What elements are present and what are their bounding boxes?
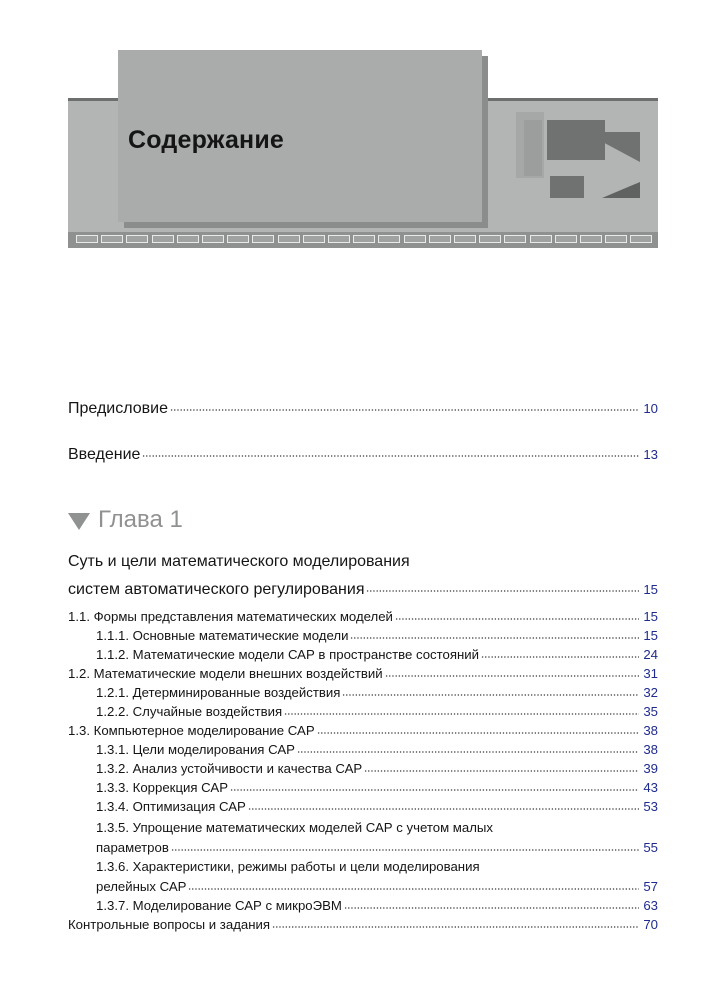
toc-entry-label: параметров <box>96 840 169 856</box>
toc-entry[interactable] <box>96 798 658 814</box>
banner-dash <box>177 235 199 243</box>
toc-entry[interactable] <box>96 684 658 700</box>
banner-dash <box>76 235 98 243</box>
page-title: Содержание <box>128 126 285 154</box>
toc-entry-label: 1.1. Формы представления математических моделей <box>68 609 393 625</box>
leader-dots <box>342 685 639 698</box>
toc-entry-page: 39 <box>643 761 658 777</box>
toc-entry-label: 1.1.2. Математические модели САР в пространстве состояний <box>96 647 480 663</box>
toc-entry-page: 15 <box>643 628 658 644</box>
toc-entry[interactable] <box>96 760 658 776</box>
leader-dots <box>272 917 639 930</box>
banner-dash <box>227 235 249 243</box>
toc-entry-label: 1.3.3. Коррекция САР <box>96 780 228 796</box>
leader-dots <box>317 723 640 736</box>
toc-entry[interactable] <box>96 779 658 795</box>
toc-entry-label: 1.3. Компьютерное моделирование САР <box>68 723 315 739</box>
toc-entry-line1: 1.3.5. Упрощение математических моделей САР с учетом малых <box>96 820 493 835</box>
toc-entry-label: 1.3.7. Моделирование САР с микроЭВМ <box>96 898 342 914</box>
toc-entry-label: 1.1.1. Основные математические модели <box>96 628 349 644</box>
leader-dots <box>142 444 639 460</box>
banner-dash <box>429 235 451 243</box>
banner-dash <box>152 235 174 243</box>
toc-entry-line1: 1.3.6. Характеристики, режимы работы и цели моделирования <box>96 859 480 874</box>
toc-entry-label: 1.2.1. Детерминированные воздействия <box>96 685 341 701</box>
toc-entry-label: Введение <box>68 446 141 463</box>
triangle-down-icon <box>68 513 90 530</box>
chapter-heading <box>68 506 183 534</box>
toc-entry[interactable] <box>68 608 658 624</box>
leader-dots <box>481 647 639 660</box>
toc-entry[interactable] <box>96 741 658 757</box>
banner-dash <box>530 235 552 243</box>
toc-entry-page: 15 <box>643 609 658 625</box>
toc-entry-page: 53 <box>643 799 658 815</box>
toc-entry-intro[interactable] <box>68 443 658 464</box>
toc-entry-page: 35 <box>643 704 658 720</box>
toc-entry-label: 1.3.4. Оптимизация САР <box>96 799 246 815</box>
banner-dash <box>479 235 501 243</box>
decor-triangles <box>584 130 642 202</box>
toc-entry-label: 1.3.2. Анализ устойчивости и качества САР <box>96 761 363 777</box>
toc-entry-preface[interactable] <box>68 397 658 418</box>
toc-entry-label: Контрольные вопросы и задания <box>68 917 271 933</box>
banner-dash <box>353 235 375 243</box>
toc-entry-page: 38 <box>643 723 658 739</box>
toc-entry-page: 70 <box>643 917 658 933</box>
toc-entry-page: 55 <box>643 840 658 856</box>
leader-dots <box>188 879 639 892</box>
banner-dash <box>202 235 224 243</box>
toc-entry[interactable] <box>96 897 658 913</box>
toc-entry-page: 32 <box>643 685 658 701</box>
toc-entry[interactable] <box>68 722 658 738</box>
toc-entry-page: 31 <box>643 666 658 682</box>
toc-entry-page: 63 <box>643 898 658 914</box>
banner-dash <box>504 235 526 243</box>
toc-entry-label: 1.2. Математические модели внешних воздействий <box>68 666 383 682</box>
leader-dots <box>297 742 639 755</box>
toc-entry[interactable] <box>96 839 658 855</box>
leader-dots <box>170 398 639 414</box>
toc-entry-page: 13 <box>643 447 658 462</box>
toc-entry-chapter[interactable] <box>68 578 658 599</box>
banner-dash <box>126 235 148 243</box>
banner-dash <box>328 235 350 243</box>
leader-dots <box>364 761 639 774</box>
banner-dash <box>101 235 123 243</box>
toc-entry[interactable] <box>96 878 658 894</box>
toc-entry[interactable] <box>68 916 658 932</box>
toc-entry[interactable] <box>68 665 658 681</box>
toc-entry[interactable] <box>96 646 658 662</box>
leader-dots <box>284 704 639 717</box>
banner-dash <box>454 235 476 243</box>
toc-entry-label: 1.2.2. Случайные воздействия <box>96 704 283 720</box>
banner-dash <box>555 235 577 243</box>
banner-dash <box>404 235 426 243</box>
banner-dash <box>378 235 400 243</box>
leader-dots <box>350 628 639 641</box>
leader-dots <box>385 666 640 679</box>
decor-block-small <box>550 176 584 198</box>
toc-entry-page: 57 <box>643 879 658 895</box>
banner-dash <box>303 235 325 243</box>
banner-dash <box>580 235 602 243</box>
banner-dash <box>252 235 274 243</box>
leader-dots <box>230 780 639 793</box>
leader-dots <box>366 579 639 595</box>
leader-dots <box>344 898 639 911</box>
decor-block-outline <box>524 120 542 176</box>
leader-dots <box>395 609 639 622</box>
toc-entry[interactable] <box>96 703 658 719</box>
leader-dots <box>171 840 640 853</box>
toc-entry-label: релейных САР <box>96 879 187 895</box>
chapter-title-line1: Суть и цели математического моделирования <box>68 553 410 570</box>
chapter-label: Глава 1 <box>98 506 183 533</box>
toc-entry-label: 1.3.1. Цели моделирования САР <box>96 742 295 758</box>
toc-entry-page: 43 <box>643 780 658 796</box>
banner-dash <box>605 235 627 243</box>
leader-dots <box>248 799 640 812</box>
banner-dash <box>630 235 652 243</box>
toc-entry-page: 24 <box>643 647 658 663</box>
toc-entry-label: Предисловие <box>68 400 168 417</box>
toc-entry-label: систем автоматического регулирования <box>68 581 365 598</box>
banner-dash <box>278 235 300 243</box>
toc-entry-page: 10 <box>643 401 658 416</box>
toc-entry-page: 38 <box>643 742 658 758</box>
toc-entry-page: 15 <box>643 582 658 597</box>
toc-entry[interactable] <box>96 627 658 643</box>
